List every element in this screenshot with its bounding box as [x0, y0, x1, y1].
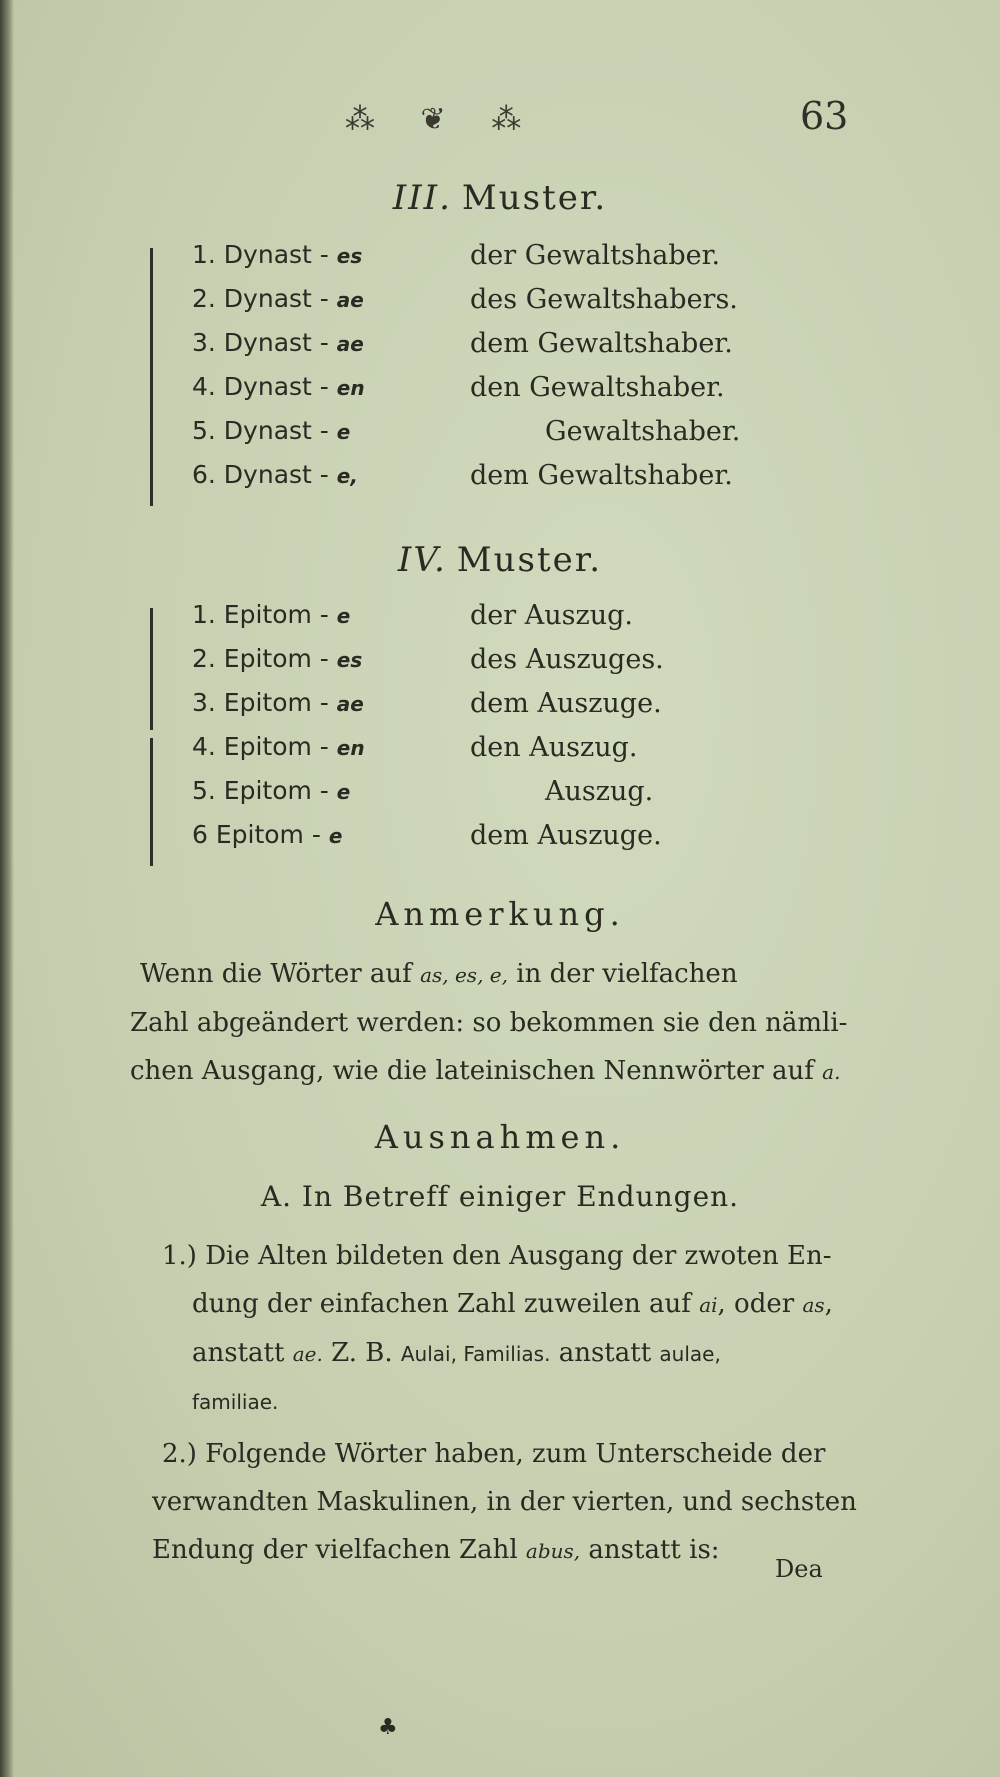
- table-row: [150, 328, 790, 372]
- german-form: den Auszug.: [470, 732, 638, 763]
- ausnahme-paragraph-1: [162, 1232, 882, 1426]
- page-header: [0, 92, 1000, 152]
- latin-form: 1. Epitom -: [192, 600, 329, 629]
- page-number: 63: [800, 94, 849, 138]
- german-form: dem Auszuge.: [470, 688, 662, 719]
- table-row: [150, 776, 790, 820]
- muster-4-label: Muster.: [456, 540, 603, 580]
- latin-ending: ae: [336, 332, 364, 356]
- latin-ending: e: [336, 604, 351, 628]
- german-form: dem Auszuge.: [470, 820, 662, 851]
- german-form: der Auszug.: [470, 600, 633, 631]
- german-form: Gewaltshaber.: [545, 416, 741, 447]
- latin-ending: en: [336, 736, 365, 760]
- latin-ending: e: [328, 824, 343, 848]
- table-row: [150, 240, 790, 284]
- latin-form: 4. Dynast -: [192, 372, 329, 401]
- muster-3-number: III.: [392, 178, 452, 218]
- page-binding-edge: [0, 0, 14, 1777]
- text-line: dung der einfachen Zahl zuweilen auf ai, oder as,: [192, 1289, 833, 1319]
- german-form: den Gewaltshaber.: [470, 372, 725, 403]
- anmerkung-paragraph: [130, 950, 880, 1096]
- text-line: familiae.: [192, 1390, 279, 1414]
- german-form: des Gewaltshabers.: [470, 284, 738, 315]
- latin-form: 4. Epitom -: [192, 732, 329, 761]
- muster-3-label: Muster.: [461, 178, 608, 218]
- latin-form: 6 Epitom -: [192, 820, 321, 849]
- latin-form: 5. Epitom -: [192, 776, 329, 805]
- table-row: [150, 284, 790, 328]
- latin-ending: e: [336, 420, 351, 444]
- german-form: der Gewaltshaber.: [470, 240, 721, 271]
- latin-ending: ae: [336, 288, 364, 312]
- german-form: des Auszuges.: [470, 644, 664, 675]
- table-row: [150, 416, 790, 460]
- latin-ending: e,: [336, 464, 358, 488]
- ausnahmen-heading: Ausnahmen.: [374, 1118, 626, 1156]
- latin-form: 3. Dynast -: [192, 328, 329, 357]
- latin-ending: e: [336, 780, 351, 804]
- latin-ending: ae: [336, 692, 364, 716]
- muster-4-number: IV.: [397, 540, 447, 580]
- latin-form: 2. Epitom -: [192, 644, 329, 673]
- latin-form: 3. Epitom -: [192, 688, 329, 717]
- catchword: Dea: [775, 1555, 823, 1583]
- latin-ending: es: [336, 648, 363, 672]
- german-form: Auszug.: [545, 776, 654, 807]
- text-line: chen Ausgang, wie die lateinischen Nennwörter auf a.: [130, 1056, 841, 1086]
- muster-4-title: [0, 540, 1000, 580]
- anmerkung-heading: Anmerkung.: [375, 895, 625, 933]
- text-line: verwandten Maskulinen, in der vierten, und sechsten: [152, 1487, 857, 1517]
- table-row: [150, 732, 790, 776]
- table-row: [150, 820, 790, 864]
- text-line: Zahl abgeändert werden: so bekommen sie den nämli-: [130, 1008, 848, 1038]
- text-line: 2.) Folgende Wörter haben, zum Unterscheide der: [162, 1439, 826, 1469]
- text-line: Wenn die Wörter auf as, es, e, in der vielfachen: [140, 959, 738, 989]
- latin-ending: en: [336, 376, 365, 400]
- table-row: [150, 460, 790, 504]
- latin-form: 2. Dynast -: [192, 284, 329, 313]
- latin-form: 6. Dynast -: [192, 460, 329, 489]
- muster-4-table: [150, 600, 790, 864]
- german-form: dem Gewaltshaber.: [470, 460, 733, 491]
- ausnahmen-subheading: A. In Betreff einiger Endungen.: [260, 1180, 740, 1213]
- table-row: [150, 600, 790, 644]
- latin-form: 1. Dynast -: [192, 240, 329, 269]
- german-form: dem Gewaltshaber.: [470, 328, 733, 359]
- latin-ending: es: [336, 244, 363, 268]
- ausnahme-paragraph-2: [152, 1430, 882, 1575]
- text-line: 1.) Die Alten bildeten den Ausgang der zwoten En-: [162, 1241, 832, 1271]
- latin-form: 5. Dynast -: [192, 416, 329, 445]
- table-row: [150, 644, 790, 688]
- signature-mark-icon: ♣: [378, 1715, 398, 1740]
- table-row: [150, 372, 790, 416]
- text-line: Endung der vielfachen Zahl abus, anstatt is:: [152, 1535, 720, 1565]
- header-ornament-icon: ⁂ ❦ ⁂: [345, 102, 540, 137]
- muster-3-title: [0, 178, 1000, 218]
- table-row: [150, 688, 790, 732]
- text-line: anstatt ae. Z. B. Aulai, Familias. anstatt aulae,: [192, 1338, 721, 1368]
- muster-3-table: [150, 240, 790, 504]
